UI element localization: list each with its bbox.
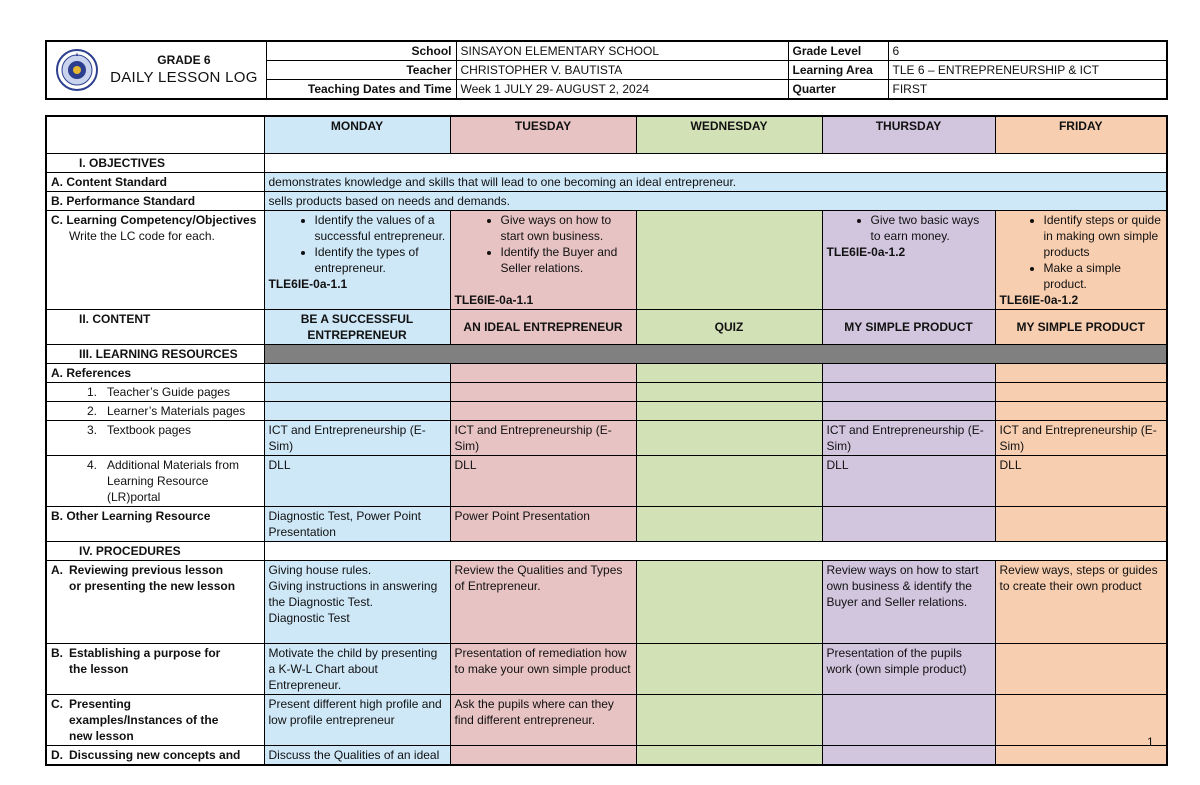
proc-c-monday: Present different high profile and low profile entrepreneur [264,694,450,745]
proc-label: Presenting examples/Instances of the new lesson [69,696,219,743]
day-header-thursday: THURSDAY [822,116,995,153]
lc-code-tuesday: TLE6IE-0a-1.1 [454,292,534,307]
proc-label: Establishing a purpose for the lesson [69,645,221,676]
resources-shaded [264,344,1167,363]
procedure-c-row [46,694,1167,745]
content-tuesday: AN IDEAL ENTREPRENEUR [450,309,636,344]
proc-label: Discussing new concepts and [69,747,241,762]
log-title: DAILY LESSON LOG [110,68,258,86]
ref-label: Additional Materials from Learning Resource (LR)portal [107,457,240,504]
proc-a-friday: Review ways, steps or guides to create their own product [995,560,1167,643]
performance-standard-row [46,191,1167,210]
proc-a-monday: Giving house rules. Giving instructions in answering the Diagnostic Test. Diagnostic Test [264,560,450,643]
teacher-value: CHRISTOPHER V. BAUTISTA [456,61,788,80]
objectives-row [46,153,1167,172]
procedure-d-row [46,745,1167,765]
procedure-b-row [46,643,1167,694]
resources-row [46,344,1167,363]
lesson-table [45,115,1168,766]
procedures-row [46,541,1167,560]
competency-label-cell [46,210,264,309]
day-header-monday: MONDAY [264,116,450,153]
procedures-heading: IV. PROCEDURES [46,541,264,560]
additional-tuesday: DLL [450,455,636,506]
lc-code-friday: TLE6IE-0a-1.2 [999,292,1079,307]
content-standard-text: demonstrates knowledge and skills that will lead to one becoming an ideal entrepreneur. [264,172,1167,191]
competency-row [46,210,1167,309]
other-resource-tuesday: Power Point Presentation [450,506,636,541]
learning-area-value: TLE 6 – ENTREPRENEURSHIP & ICT [888,61,1167,80]
references-label: A. References [46,363,264,382]
other-resource-row [46,506,1167,541]
list-item: • Identify the values of a successful entrepreneur. [315,212,446,244]
header-table [45,40,1168,100]
textbook-monday: ICT and Entrepreneurship (E-Sim) [264,420,450,455]
content-standard-label: A. Content Standard [46,172,264,191]
ref-number: 1. [86,384,97,399]
blank-corner-cell [46,116,264,153]
list-item: • Give ways on how to start own business. [501,212,632,244]
teaching-dates-value: Week 1 JULY 29- AUGUST 2, 2024 [456,80,788,100]
additional-friday: DLL [995,455,1167,506]
additional-thursday: DLL [822,455,995,506]
day-header-tuesday: TUESDAY [450,116,636,153]
proc-b-monday: Motivate the child by presenting a K-W-L Chart about Entrepreneur. [264,643,450,694]
competency-monday [264,210,450,309]
content-row [46,309,1167,344]
ref-label: Learner’s Materials pages [107,403,246,418]
content-monday: BE A SUCCESSFUL ENTREPRENEUR [264,309,450,344]
other-resource-monday: Diagnostic Test, Power Point Presentation [264,506,450,541]
performance-standard-text: sells products based on needs and demands. [264,191,1167,210]
objectives-blank [264,153,1167,172]
deped-seal-icon [55,48,99,92]
day-header-friday: FRIDAY [995,116,1167,153]
competency-thursday [822,210,995,309]
list-item: • Identify the types of entrepreneur. [315,244,446,276]
grade-label: GRADE 6 [157,52,211,67]
proc-number: A. [51,562,63,577]
content-wednesday: QUIZ [636,309,822,344]
grade-level-label: Grade Level [788,41,888,61]
other-resource-label: B. Other Learning Resource [46,506,264,541]
list-item: • Identify steps or quide in making own simple products [1044,212,1163,260]
resources-heading: III. LEARNING RESOURCES [46,344,264,363]
content-friday: MY SIMPLE PRODUCT [995,309,1167,344]
page-number: 1 [1147,735,1154,749]
references-row [46,363,1167,382]
learning-area-label: Learning Area [788,61,888,80]
proc-number: C. [51,696,63,711]
performance-standard-label: B. Performance Standard [46,191,264,210]
content-thursday: MY SIMPLE PRODUCT [822,309,995,344]
textbook-thursday: ICT and Entrepreneurship (E-Sim) [822,420,995,455]
list-item: • Identify the Buyer and Seller relations. [501,244,632,276]
proc-a-tuesday: Review the Qualities and Types of Entrepreneur. [450,560,636,643]
quarter-value: FIRST [888,80,1167,100]
teaching-dates-label: Teaching Dates and Time [266,80,456,100]
teacher-label: Teacher [266,61,456,80]
lc-code-thursday: TLE6IE-0a-1.2 [826,244,906,259]
proc-d-monday: Discuss the Qualities of an ideal [264,745,450,765]
proc-number: B. [51,645,63,660]
school-label: School [266,41,456,61]
ref-label: Teacher’s Guide pages [107,384,230,399]
content-heading: II. CONTENT [46,309,264,344]
competency-friday [995,210,1167,309]
competency-tuesday [450,210,636,309]
content-standard-row [46,172,1167,191]
header-title-cell [46,41,266,99]
textbook-tuesday: ICT and Entrepreneurship (E-Sim) [450,420,636,455]
quarter-label: Quarter [788,80,888,100]
proc-c-tuesday: Ask the pupils where can they find different entrepreneur. [450,694,636,745]
day-header-wednesday: WEDNESDAY [636,116,822,153]
competency-note: Write the LC code for each. [69,228,215,243]
proc-number: D. [51,747,63,762]
teachers-guide-row [46,382,1167,401]
proc-label: Reviewing previous lesson or presenting the new lesson [69,562,236,593]
objectives-heading: I. OBJECTIVES [46,153,264,172]
competency-label: C. Learning Competency/Objectives [51,212,257,227]
textbook-row [46,420,1167,455]
lc-code-monday: TLE6IE-0a-1.1 [268,276,348,291]
ref-number: 4. [86,457,97,472]
additional-materials-row [46,455,1167,506]
proc-b-tuesday: Presentation of remediation how to make your own simple product [450,643,636,694]
list-item: • Make a simple product. [1044,260,1163,292]
textbook-friday: ICT and Entrepreneurship (E-Sim) [995,420,1167,455]
school-value: SINSAYON ELEMENTARY SCHOOL [456,41,788,61]
ref-number: 2. [86,403,97,418]
additional-monday: DLL [264,455,450,506]
proc-b-thursday: Presentation of the pupils work (own simple product) [822,643,995,694]
ref-label: Textbook pages [107,422,192,437]
proc-a-thursday: Review ways on how to start own business & identify the Buyer and Seller relations. [822,560,995,643]
day-header-row [46,116,1167,153]
list-item: • Give two basic ways to earn money. [871,212,991,244]
ref-number: 3. [86,422,97,437]
competency-wednesday [636,210,822,309]
grade-level-value: 6 [888,41,1167,61]
learners-materials-row [46,401,1167,420]
procedure-a-row [46,560,1167,643]
